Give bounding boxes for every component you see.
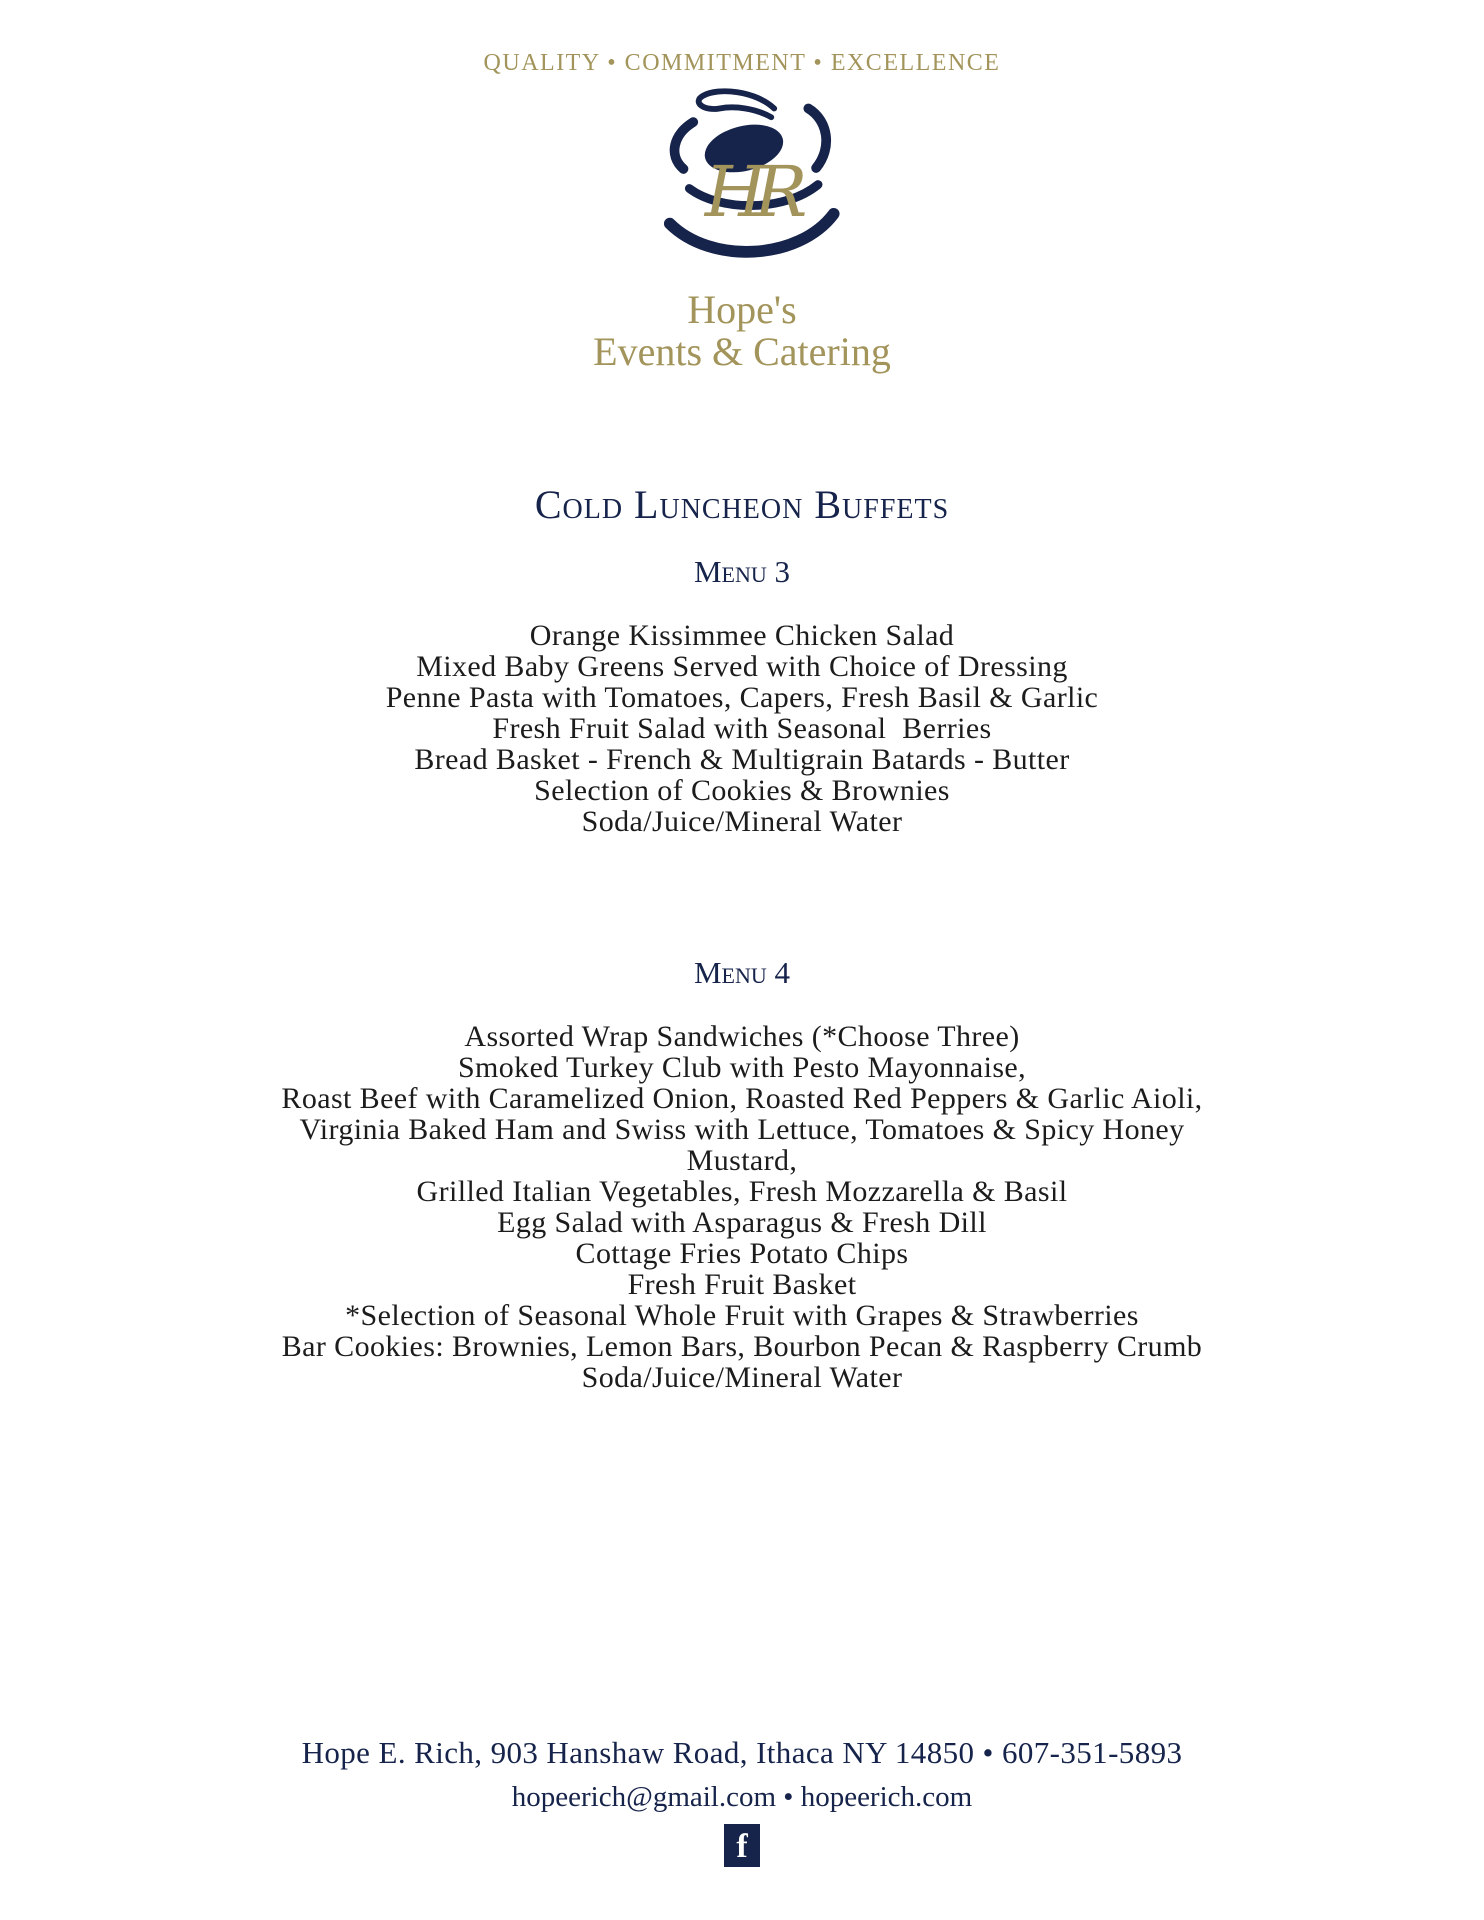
- tagline: QUALITY • COMMITMENT • EXCELLENCE: [483, 50, 1001, 76]
- brand-monogram: HR: [704, 150, 796, 233]
- cup-left-stroke: [675, 122, 694, 169]
- menu-item: Grilled Italian Vegetables, Fresh Mozzarella & Basil: [416, 1175, 1068, 1208]
- menu-item: Fresh Fruit Basket: [627, 1268, 857, 1301]
- menu-item: Bar Cookies: Brownies, Lemon Bars, Bourbon Pecan & Raspberry Crumb: [281, 1330, 1203, 1363]
- menu-3-heading: Menu 3: [693, 554, 791, 589]
- facebook-icon[interactable]: f: [724, 1824, 760, 1867]
- menu-item: Mixed Baby Greens Served with Choice of Dressing: [416, 650, 1068, 683]
- menu-item: *Selection of Seasonal Whole Fruit with Grapes & Strawberries: [345, 1299, 1139, 1332]
- menu-item: Assorted Wrap Sandwiches (*Choose Three): [464, 1020, 1020, 1053]
- menu-item: Cottage Fries Potato Chips: [575, 1237, 909, 1270]
- brand-logo: [0, 87, 1484, 287]
- menu-item: Mustard,: [686, 1144, 798, 1177]
- footer-contact-line: Hope E. Rich, 903 Hanshaw Road, Ithaca NY 14850 • 607-351-5893: [301, 1735, 1183, 1770]
- menu-item: Selection of Cookies & Brownies: [534, 774, 950, 807]
- menu-item: Penne Pasta with Tomatoes, Capers, Fresh Basil & Garlic: [385, 681, 1099, 714]
- menu-item: Fresh Fruit Salad with Seasonal Berries: [492, 712, 992, 745]
- menu-3-items: [0, 620, 1484, 837]
- steam-swirl: [699, 91, 775, 117]
- menu-item: Virginia Baked Ham and Swiss with Lettuce, Tomatoes & Spicy Honey: [299, 1113, 1185, 1146]
- footer-web-line: hopeerich@gmail.com • hopeerich.com: [511, 1781, 973, 1813]
- menu-item: Bread Basket - French & Multigrain Batards - Butter: [414, 743, 1070, 776]
- menu-4-items: [0, 1021, 1484, 1393]
- page-title: Cold Luncheon Buffets: [534, 482, 950, 527]
- brand-name-line1: Hope's: [687, 287, 797, 332]
- menu-item: Smoked Turkey Club with Pesto Mayonnaise,: [457, 1051, 1027, 1084]
- menu-4-heading: Menu 4: [693, 955, 791, 990]
- menu-item: Roast Beef with Caramelized Onion, Roasted Red Peppers & Garlic Aioli,: [281, 1082, 1203, 1115]
- menu-item: Orange Kissimmee Chicken Salad: [529, 619, 955, 652]
- menu-item: Soda/Juice/Mineral Water: [581, 805, 903, 838]
- brand-name-line2: Events & Catering: [593, 329, 891, 374]
- teacup-logo-icon: [632, 87, 852, 287]
- menu-item: Egg Salad with Asparagus & Fresh Dill: [497, 1206, 987, 1239]
- cup-right-stroke: [808, 108, 826, 168]
- menu-item: Soda/Juice/Mineral Water: [581, 1361, 903, 1394]
